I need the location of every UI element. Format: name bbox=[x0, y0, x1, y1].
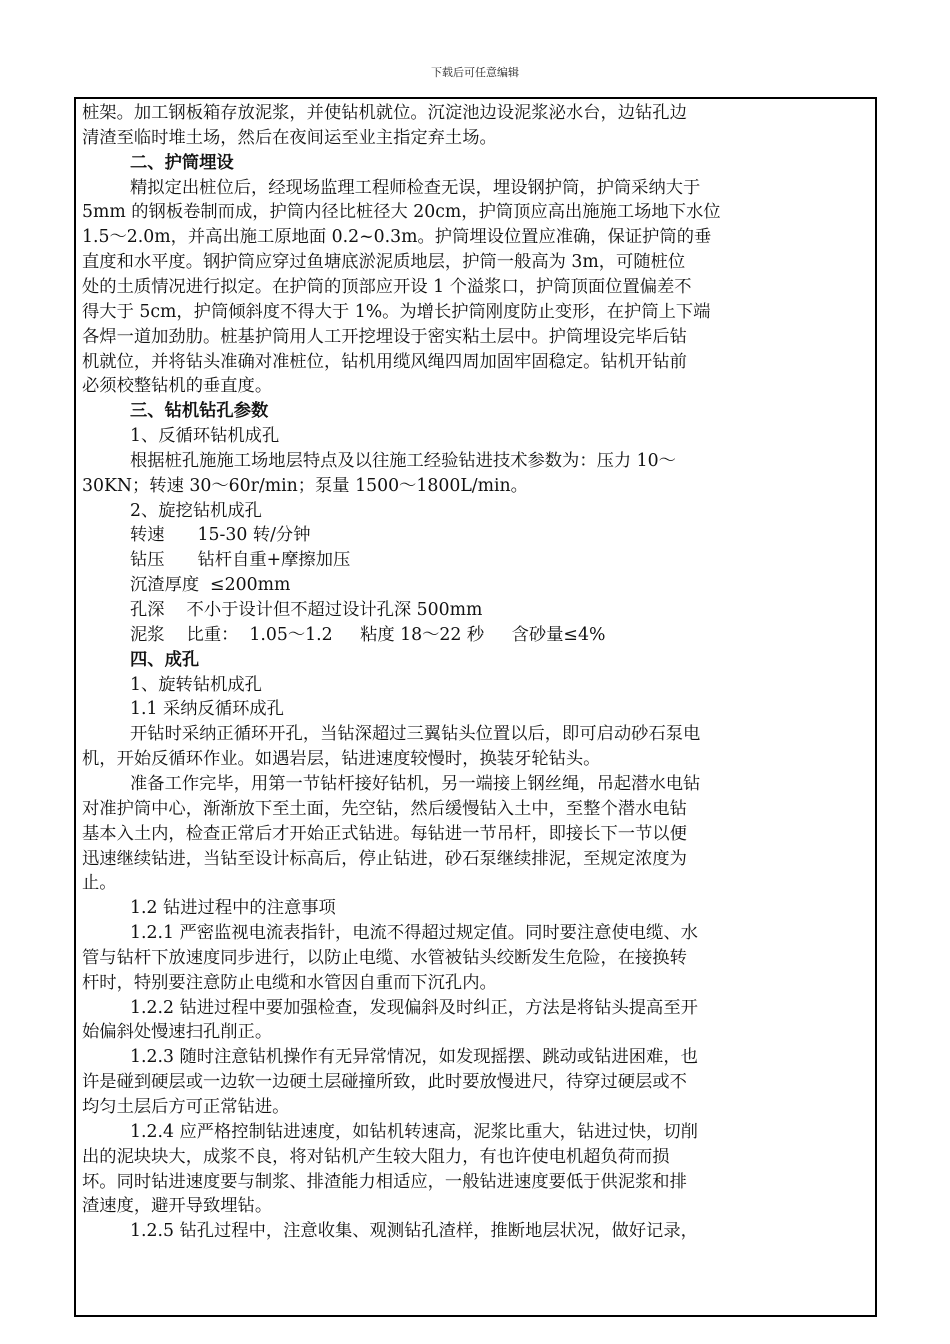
paragraph-line: 泥浆 比重： 1.05～1.2 粘度 18～22 秒 含砂量≤4% bbox=[130, 624, 606, 645]
paragraph-line: 开钻时采纳正循环开孔，当钻深超过三翼钻头位置以后，即可启动砂石泵电 bbox=[130, 724, 701, 745]
paragraph-line: 止。 bbox=[82, 873, 117, 894]
paragraph-line: 许是碰到硬层或一边软一边硬土层碰撞所致，此时要放慢进尺，待穿过硬层或不 bbox=[82, 1072, 687, 1093]
paragraph-line: 孔深 不小于设计但不超过设计孔深 500mm bbox=[130, 600, 483, 620]
paragraph-line: 30KN；转速 30～60r/min；泵量 1500～1800L/min。 bbox=[82, 475, 528, 496]
paragraph-line: 出的泥块块大，成浆不良，将对钻机产生较大阻力，有也许使电机超负荷而损 bbox=[82, 1146, 670, 1167]
paragraph-line: 各焊一道加劲肋。桩基护筒用人工开挖埋设于密实粘土层中。护筒埋设完毕后钻 bbox=[82, 326, 687, 347]
paragraph-line: 均匀土层后方可正常钻进。 bbox=[82, 1097, 290, 1117]
paragraph-line: 1.2 钻进过程中的注意事项 bbox=[130, 898, 336, 919]
section-heading: 二、护筒埋设 bbox=[130, 152, 234, 173]
paragraph-line: 渣速度，避开导致埋钻。 bbox=[82, 1196, 273, 1217]
section-heading: 三、钻机钻孔参数 bbox=[130, 401, 269, 422]
paragraph-line: 1.5～2.0m，并高出施工原地面 0.2~0.3m。护筒埋设位置应准确，保证护筒的垂 bbox=[82, 227, 712, 248]
paragraph-line: 始偏斜处慢速扫孔削正。 bbox=[82, 1022, 273, 1043]
paragraph-line: 1.2.3 随时注意钻机操作有无异常情况，如发现摇摆、跳动或钻进困难，也 bbox=[130, 1047, 698, 1068]
paragraph-line: 准备工作完毕，用第一节钻杆接好钻机，另一端接上钢丝绳，吊起潜水电钻 bbox=[130, 773, 701, 794]
paragraph-line: 1.1 采纳反循环成孔 bbox=[130, 699, 284, 720]
paragraph-line: 1.2.1 严密监视电流表指针，电流不得超过规定值。同时要注意使电缆、水 bbox=[130, 923, 698, 944]
paragraph-line: 5mm 的钢板卷制而成，护筒内径比桩径大 20cm，护筒顶应高出施施工场地下水位 bbox=[82, 202, 721, 223]
paragraph-line: 2、旋挖钻机成孔 bbox=[130, 500, 262, 521]
paragraph-line: 坏。同时钻进速度要与制浆、排渣能力相适应，一般钻进速度要低于供泥浆和排 bbox=[82, 1171, 687, 1192]
paragraph-line: 1.2.5 钻孔过程中，注意收集、观测钻孔渣样，推断地层状况，做好记录， bbox=[130, 1221, 698, 1242]
paragraph-line: 管与钻杆下放速度同步进行，以防止电缆、水管被钻头绞断发生危险，在接换转 bbox=[82, 947, 687, 968]
paragraph-line: 转速 15-30 转/分钟 bbox=[130, 525, 311, 546]
paragraph-line: 根据桩孔施施工场地层特点及以往施工经验钻进技术参数为：压力 10～ bbox=[130, 450, 676, 471]
paragraph-line: 基本入土内，检查正常后才开始正式钻进。每钻进一节吊杆，即接长下一节以便 bbox=[82, 823, 687, 844]
paragraph-line: 对准护筒中心，渐渐放下至土面，先空钻，然后缓慢钻入土中，至整个潜水电钻 bbox=[82, 798, 687, 819]
paragraph-line: 沉渣厚度 ≤200mm bbox=[130, 575, 291, 596]
paragraph-line: 直度和水平度。钢护筒应穿过鱼塘底淤泥质地层，护筒一般高为 3m，可随桩位 bbox=[82, 252, 686, 273]
paragraph-line: 得大于 5cm，护筒倾斜度不得大于 1%。为增长护筒刚度防止变形，在护筒上下端 bbox=[82, 301, 711, 322]
paragraph-line: 1.2.2 钻进过程中要加强检查，发现偏斜及时纠正，方法是将钻头提高至开 bbox=[130, 997, 698, 1018]
paragraph-line: 1.2.4 应严格控制钻进速度，如钻机转速高，泥浆比重大，钻进过快，切削 bbox=[130, 1121, 698, 1142]
paragraph-line: 清渣至临时堆土场，然后在夜间运至业主指定弃土场。 bbox=[82, 127, 497, 148]
paragraph-line: 杆时，特别要注意防止电缆和水管因自重而下沉孔内。 bbox=[82, 972, 497, 993]
paragraph-line: 必须校整钻机的垂直度。 bbox=[82, 376, 273, 397]
paragraph-line: 迅速继续钻进，当钻至设计标高后，停止钻进，砂石泵继续排泥，至规定浓度为 bbox=[82, 848, 687, 869]
page-header-note: 下载后可任意编辑 bbox=[431, 66, 519, 79]
section-heading: 四、成孔 bbox=[130, 649, 200, 670]
paragraph-line: 处的土质情况进行拟定。在护筒的顶部应开设 1 个溢浆口，护筒顶面位置偏差不 bbox=[82, 276, 692, 297]
paragraph-line: 机就位，并将钻头准确对准桩位，钻机用缆风绳四周加固牢固稳定。钻机开钻前 bbox=[82, 351, 687, 372]
paragraph-line: 1、反循环钻机成孔 bbox=[130, 426, 280, 447]
paragraph-line: 机，开始反循环作业。如遇岩层，钻进速度较慢时，换装牙轮钻头。 bbox=[82, 749, 601, 770]
paragraph-line: 精拟定出桩位后，经现场监理工程师检查无误，埋设钢护筒，护筒采纳大于 bbox=[130, 177, 701, 198]
paragraph-line: 钻压 钻杆自重+摩擦加压 bbox=[130, 550, 351, 571]
paragraph-line: 1、旋转钻机成孔 bbox=[130, 674, 262, 695]
paragraph-line: 桩架。加工钢板箱存放泥浆，并使钻机就位。沉淀池边设泥浆泌水台，边钻孔边 bbox=[82, 103, 687, 123]
